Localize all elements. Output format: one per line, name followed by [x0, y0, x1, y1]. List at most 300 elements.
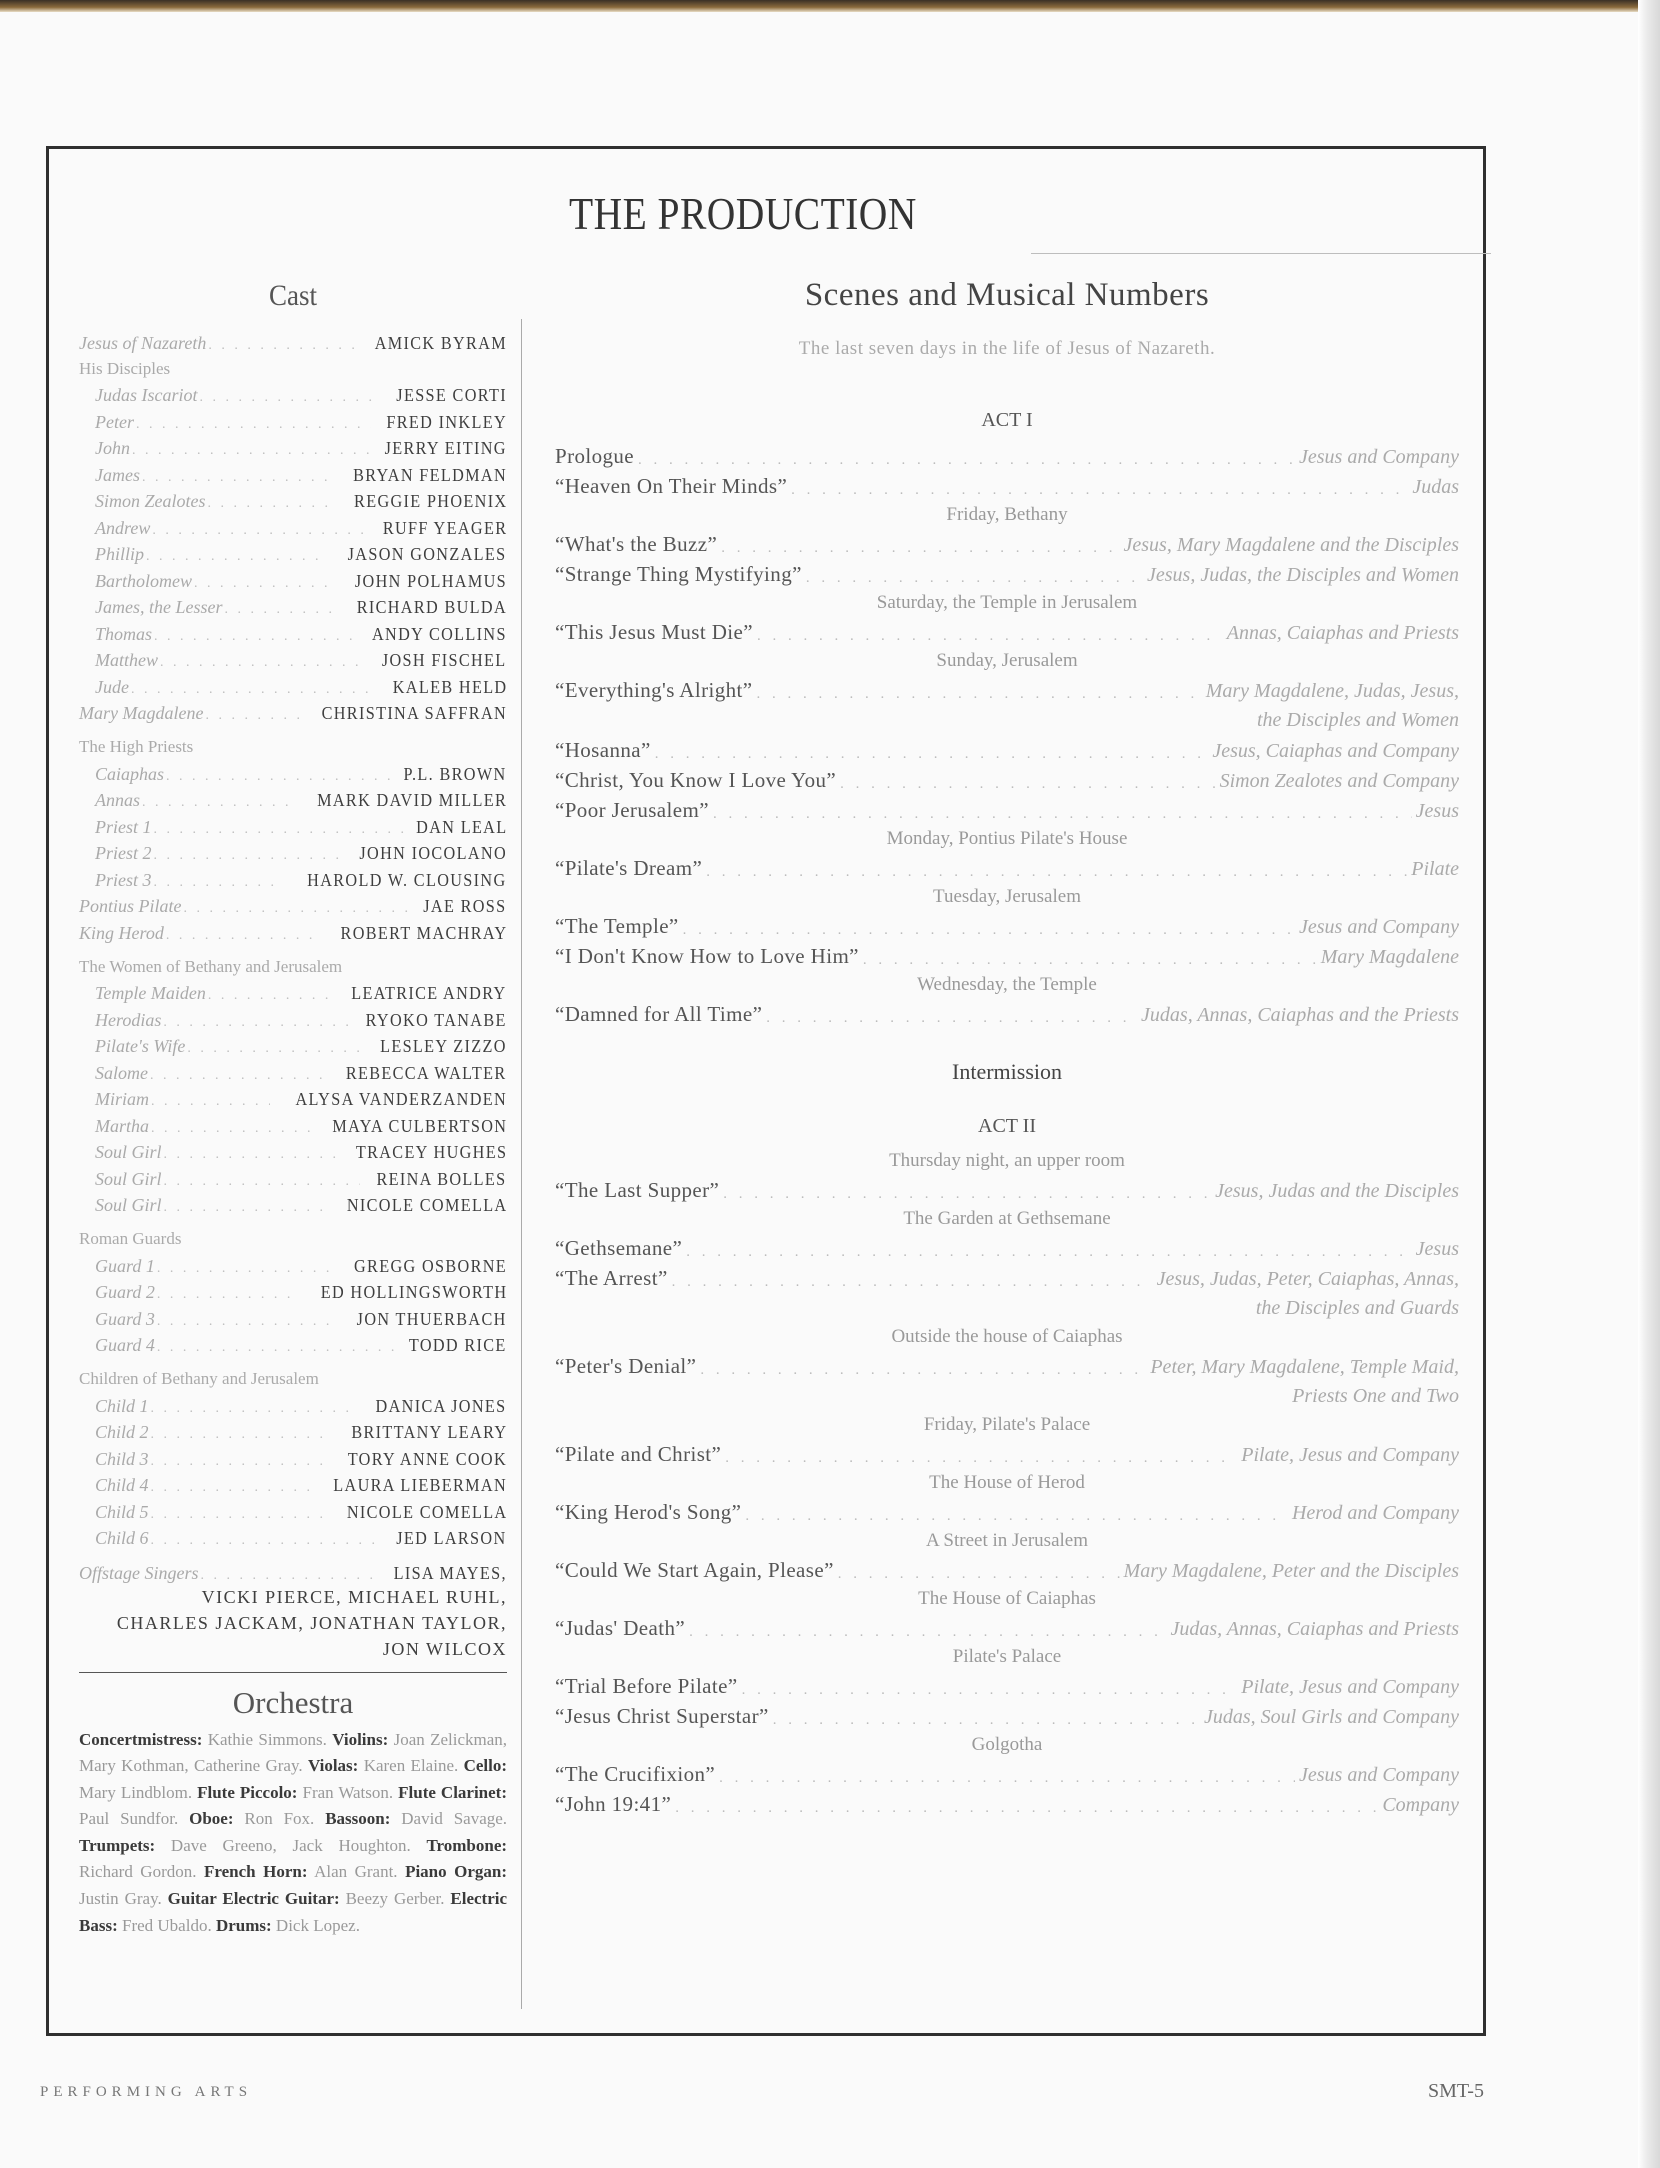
cast-role: Temple Maiden	[95, 983, 206, 1003]
orchestra-instrument: Concertmistress:	[79, 1729, 203, 1749]
musical-number	[555, 1495, 1459, 1525]
singers-line-2: VICKI PIERCE, MICHAEL RUHL,	[201, 1586, 507, 1607]
cast-actor: ROBERT MACHRAY	[340, 922, 507, 943]
cast-actor: ANDY COLLINS	[372, 623, 507, 644]
song-performers: Jesus, Judas, the Disciples and Women	[1147, 564, 1459, 586]
dot-leader	[655, 746, 1209, 763]
cast-row	[79, 565, 507, 592]
dot-leader	[157, 1261, 335, 1277]
song-performers: Simon Zealotes and Company	[1219, 770, 1459, 792]
cast-role: Child 5	[95, 1501, 149, 1522]
song-performers: Mary Magdalene, Judas, Jesus,	[1205, 680, 1459, 702]
cast-row	[79, 785, 507, 812]
cast-list	[79, 327, 507, 1662]
song-performers: Jesus	[1415, 800, 1459, 822]
orchestra-names: Fred Ubaldo.	[121, 1915, 212, 1935]
singers-role: Offstage Singers	[79, 1562, 199, 1583]
cast-role: Caiaphas	[95, 763, 165, 784]
cast-role: Herodias	[95, 1009, 162, 1030]
song-title: “Damned for All Time”	[555, 1002, 763, 1026]
scene-numbers	[555, 615, 1459, 645]
musical-number	[555, 939, 1459, 969]
orchestra-instrument: Violins:	[332, 1729, 389, 1749]
dot-leader	[745, 1508, 1288, 1525]
scene-setting: Sunday, Jerusalem	[936, 650, 1078, 671]
song-performers: Jesus, Caiaphas and Company	[1212, 740, 1459, 762]
orchestra-heading: Orchestra	[232, 1684, 354, 1720]
scene-numbers	[555, 527, 1459, 587]
orchestra-names: Beezy Gerber.	[345, 1889, 445, 1909]
song-title: “Pilate and Christ”	[555, 1442, 722, 1466]
cast-role: Mary Magdalene	[79, 703, 204, 723]
cast-row	[79, 1523, 507, 1550]
cast-actor: CHRISTINA SAFFRAN	[321, 703, 507, 723]
dot-leader	[163, 1015, 348, 1031]
orchestra-instrument: Guitar Electric Guitar:	[167, 1889, 340, 1909]
dot-leader	[194, 576, 336, 592]
dot-leader	[700, 1362, 1146, 1379]
scene-numbers	[555, 1437, 1459, 1467]
cast-row	[79, 592, 507, 619]
cast-actor: AMICK BYRAM	[374, 332, 507, 353]
title-rule	[1031, 253, 1491, 254]
scene-numbers	[555, 1173, 1459, 1203]
song-title: “What's the Buzz”	[555, 532, 718, 556]
cast-role: Judas Iscariot	[95, 385, 198, 405]
dot-leader	[208, 496, 335, 512]
cast-actor: RICHARD BULDA	[356, 597, 507, 617]
musical-number	[555, 851, 1459, 881]
cast-row	[79, 645, 507, 672]
cast-actor: REBECCA WALTER	[346, 1062, 507, 1083]
musical-number	[555, 673, 1459, 703]
cast-row	[79, 433, 507, 460]
cast-actor: ED HOLLINGSWORTH	[320, 1282, 507, 1302]
cast-role: Simon Zealotes	[95, 491, 206, 511]
scene-setting: The Garden at Gethsemane	[903, 1208, 1111, 1229]
musical-number	[555, 469, 1459, 499]
cast-row	[79, 486, 507, 513]
cast-role: Thomas	[95, 623, 153, 644]
cast-actor: JOHN IOCOLANO	[359, 843, 507, 863]
song-title: “This Jesus Must Die”	[555, 620, 753, 644]
song-performers: Jesus and Company	[1299, 916, 1459, 938]
dot-leader	[675, 1800, 1378, 1817]
cast-actor: GREGG OSBORNE	[353, 1255, 507, 1276]
cast-row	[79, 539, 507, 566]
song-performers: Jesus, Mary Magdalene and the Disciples	[1123, 534, 1459, 556]
dot-leader	[838, 1566, 1120, 1583]
cast-role: Child 4	[95, 1475, 149, 1495]
dot-leader	[683, 922, 1295, 939]
cast-row	[79, 1163, 507, 1190]
song-performers: Judas	[1412, 476, 1459, 498]
dot-leader	[164, 1147, 337, 1163]
dot-leader	[151, 1121, 311, 1137]
cast-role: Child 3	[95, 1448, 149, 1469]
orchestra-instrument: Oboe:	[189, 1809, 234, 1829]
song-performers: Jesus and Company	[1299, 446, 1459, 468]
scene-setting: Friday, Bethany	[946, 504, 1068, 525]
dot-leader	[131, 682, 378, 698]
orchestra-instrument: Flute Clarinet:	[398, 1782, 508, 1802]
cast-actor: JAE ROSS	[423, 896, 507, 916]
song-title: “The Last Supper”	[555, 1178, 720, 1202]
song-performers: Company	[1382, 1794, 1459, 1816]
song-performers: Judas, Soul Girls and Company	[1204, 1706, 1459, 1728]
cast-actor: REINA BOLLES	[376, 1168, 507, 1189]
cast-role: Priest 1	[95, 816, 152, 837]
orchestra-instrument: Bassoon:	[325, 1809, 391, 1829]
cast-role: Peter	[95, 411, 134, 432]
song-title: “The Arrest”	[555, 1266, 668, 1290]
cast-actor: DAN LEAL	[415, 816, 507, 837]
scene-numbers	[555, 1231, 1459, 1261]
dot-leader	[723, 1186, 1211, 1203]
dot-leader	[151, 1427, 332, 1443]
cast-actor: ALYSA VANDERZANDEN	[295, 1089, 507, 1109]
scene-setting: Golgotha	[971, 1734, 1043, 1755]
orchestra-list	[79, 1727, 507, 1940]
cast-actor: KALEB HELD	[392, 676, 507, 697]
cast-row	[79, 1417, 507, 1444]
scenes-heading: Scenes and Musical Numbers	[804, 277, 1210, 313]
scene-setting: A Street in Jerusalem	[926, 1530, 1088, 1551]
cast-row	[79, 1031, 507, 1058]
cast-row	[79, 698, 507, 725]
dot-leader	[164, 1200, 327, 1216]
women-list	[79, 978, 507, 1217]
cast-row	[79, 1190, 507, 1217]
singers-line-3: CHARLES JACKAM, JONATHAN TAYLOR,	[116, 1612, 507, 1633]
dot-leader	[686, 1244, 1411, 1261]
dot-leader	[151, 1454, 328, 1470]
song-performers: Jesus and Company	[1299, 1764, 1459, 1786]
orchestra-names: Dave Greeno, Jack Houghton.	[170, 1835, 411, 1855]
cast-actor: LEATRICE ANDRY	[351, 983, 507, 1003]
cast-actor: P.L. BROWN	[403, 763, 507, 784]
singers-row	[79, 1557, 507, 1584]
cast-row	[79, 917, 507, 944]
orchestra-instrument: French Horn:	[204, 1862, 308, 1882]
orchestra-names: Dick Lopez.	[275, 1915, 360, 1935]
cast-role: Annas	[95, 790, 140, 810]
cast-row	[79, 1277, 507, 1304]
dot-leader	[151, 1533, 383, 1549]
cast-row	[79, 1004, 507, 1031]
dot-leader	[200, 390, 383, 406]
scene-setting: Friday, Pilate's Palace	[923, 1414, 1091, 1435]
orchestra-names: Richard Gordon.	[79, 1862, 197, 1882]
scene-setting: Monday, Pontius Pilate's House	[886, 828, 1128, 849]
cast-actor: JOSH FISCHEL	[382, 650, 507, 670]
musical-number	[555, 909, 1459, 939]
cast-role: John	[95, 438, 130, 458]
song-title: “Trial Before Pilate”	[555, 1674, 738, 1698]
song-title: “The Temple”	[555, 914, 679, 938]
dot-leader	[142, 470, 334, 486]
cast-actor: JED LARSON	[396, 1528, 507, 1548]
musical-number	[555, 557, 1459, 587]
musical-number	[555, 439, 1459, 469]
dot-leader	[806, 570, 1143, 587]
dot-leader	[136, 417, 371, 433]
dot-leader	[689, 1624, 1166, 1641]
cast-role: Miriam	[95, 1089, 149, 1109]
song-performers: Peter, Mary Magdalene, Temple Maid,	[1150, 1356, 1459, 1378]
orchestra-names: Joan Zelickman, Mary Kothman, Catherine Gray.	[79, 1729, 508, 1776]
cast-row	[79, 512, 507, 539]
scene-setting: Tuesday, Jerusalem	[933, 886, 1081, 907]
dot-leader	[184, 901, 413, 917]
title-row	[49, 187, 1483, 247]
scene-setting: Thursday night, an upper room	[889, 1150, 1125, 1171]
musical-number	[555, 527, 1459, 557]
dot-leader	[187, 1041, 364, 1057]
cast-row	[79, 1084, 507, 1111]
song-performers: Jesus, Judas and the Disciples	[1215, 1180, 1459, 1202]
cast-heading: Cast	[268, 279, 318, 312]
cast-actor: FRED INKLEY	[386, 411, 507, 432]
scene-setting: The House of Herod	[929, 1472, 1085, 1493]
cast-actor: JON THUERBACH	[356, 1308, 507, 1329]
page-right-edge	[1638, 0, 1660, 2168]
scene-numbers	[555, 1611, 1459, 1641]
cast-actor: NICOLE COMELLA	[346, 1501, 507, 1522]
dot-leader	[157, 1287, 298, 1303]
song-performers: Judas, Annas, Caiaphas and the Priests	[1141, 1004, 1459, 1026]
song-performers: Annas, Caiaphas and Priests	[1226, 622, 1459, 644]
dot-leader	[773, 1712, 1200, 1729]
dot-leader	[151, 1480, 312, 1496]
musical-number	[555, 1349, 1459, 1379]
song-performers-continued: the Disciples and Guards	[1255, 1297, 1459, 1319]
page-top-edge	[0, 0, 1660, 12]
scenes-column	[555, 277, 1459, 1817]
disciples-list	[79, 380, 507, 698]
musical-number	[555, 733, 1459, 763]
cast-row	[79, 1250, 507, 1277]
song-title: “Jesus Christ Superstar”	[555, 1704, 769, 1728]
cast-actor: RYOKO TANABE	[365, 1009, 507, 1030]
cast-actor: HAROLD W. CLOUSING	[307, 869, 507, 890]
dot-leader	[160, 655, 366, 671]
song-title: “Poor Jerusalem”	[555, 798, 709, 822]
disciples-heading: His Disciples	[79, 358, 171, 378]
dot-leader	[840, 776, 1215, 793]
cast-row	[79, 1303, 507, 1330]
singers-line-1: LISA MAYES,	[393, 1562, 507, 1583]
song-title: Prologue	[555, 444, 635, 468]
cast-actor: MAYA CULBERTSON	[332, 1115, 507, 1136]
cast-role: Guard 1	[95, 1255, 155, 1276]
dot-leader	[638, 452, 1295, 469]
orchestra-names: Justin Gray.	[79, 1889, 162, 1909]
cast-row	[79, 671, 507, 698]
cast-role: Bartholomew	[95, 570, 192, 591]
dot-leader	[706, 864, 1407, 881]
cast-row	[79, 327, 507, 354]
orchestra-instrument: Electric Bass:	[79, 1889, 508, 1935]
dot-leader	[132, 443, 369, 459]
scene-setting: Saturday, the Temple in Jerusalem	[876, 592, 1138, 613]
cast-role: Soul Girl	[95, 1195, 162, 1215]
cast-role: Salome	[95, 1062, 148, 1083]
cast-row	[79, 1110, 507, 1137]
musical-number	[555, 1173, 1459, 1203]
song-title: “I Don't Know How to Love Him”	[555, 944, 859, 968]
dot-leader	[757, 628, 1223, 645]
act-1-label: ACT I	[981, 409, 1033, 431]
cast-role: Priest 3	[95, 869, 152, 890]
cast-row	[79, 406, 507, 433]
scene-numbers	[555, 1553, 1459, 1583]
musical-number	[555, 793, 1459, 823]
scene-setting: Outside the house of Caiaphas	[891, 1326, 1123, 1347]
song-title: “Peter's Denial”	[555, 1354, 697, 1378]
dot-leader	[224, 602, 338, 618]
musical-number	[555, 1437, 1459, 1467]
cast-role: Guard 3	[95, 1308, 155, 1329]
song-title: “John 19:41”	[555, 1792, 672, 1816]
song-title: “Could We Start Again, Please”	[555, 1558, 834, 1582]
orchestra-names: Kathie Simmons.	[207, 1729, 327, 1749]
cast-role: Child 6	[95, 1528, 149, 1548]
orchestra-instrument: Trombone:	[426, 1835, 508, 1855]
cast-row	[79, 838, 507, 865]
dot-leader	[201, 1568, 380, 1584]
cast-actor: MARK DAVID MILLER	[316, 790, 507, 810]
orchestra-names: David Savage.	[401, 1809, 508, 1829]
song-performers: Herod and Company	[1291, 1502, 1459, 1524]
cast-role: Child 1	[95, 1395, 149, 1416]
scene-numbers	[555, 1669, 1459, 1729]
cast-actor: NICOLE COMELLA	[346, 1195, 507, 1215]
dot-leader	[725, 1450, 1237, 1467]
priests-list	[79, 758, 507, 891]
children-heading: Children of Bethany and Jerusalem	[79, 1369, 319, 1388]
dot-leader	[208, 988, 333, 1004]
cast-role: Guard 2	[95, 1282, 155, 1302]
musical-number	[555, 1787, 1459, 1817]
scene-numbers	[555, 1757, 1459, 1817]
cast-actor: JERRY EITING	[384, 438, 507, 458]
scene-numbers	[555, 997, 1459, 1027]
musical-number	[555, 763, 1459, 793]
song-title: “Christ, You Know I Love You”	[555, 768, 837, 792]
cast-actor: JOHN POLHAMUS	[354, 570, 507, 591]
cast-role: King Herod	[79, 922, 164, 943]
cast-row	[79, 380, 507, 407]
cast-role: Soul Girl	[95, 1168, 162, 1189]
musical-number	[555, 1699, 1459, 1729]
orchestra-names: Mary Lindblom.	[79, 1782, 193, 1802]
orchestra-instrument: Flute Piccolo:	[197, 1782, 298, 1802]
scene-setting: The House of Caiaphas	[918, 1588, 1096, 1609]
musical-number	[555, 1669, 1459, 1699]
song-performers: Jesus, Judas, Peter, Caiaphas, Annas,	[1156, 1268, 1459, 1290]
orchestra-names: Karen Elaine.	[363, 1756, 459, 1776]
dot-leader	[152, 523, 366, 539]
cast-actor: LAURA LIEBERMAN	[333, 1475, 507, 1495]
dot-leader	[791, 482, 1408, 499]
musical-number	[555, 1757, 1459, 1787]
cast-row	[79, 1390, 507, 1417]
cast-role: Andrew	[95, 517, 151, 538]
cast-actor: BRITTANY LEARY	[350, 1422, 507, 1442]
musical-number	[555, 997, 1459, 1027]
publication-name: PERFORMING ARTS	[40, 2084, 253, 2100]
song-title: “Judas' Death”	[555, 1616, 686, 1640]
cast-row	[79, 1470, 507, 1497]
program-frame	[46, 146, 1486, 2036]
cast-row	[79, 1057, 507, 1084]
cast-actor: JASON GONZALES	[348, 544, 507, 564]
orchestra-rule	[79, 1672, 507, 1673]
cast-actor: TODD RICE	[409, 1335, 507, 1355]
cast-role: James	[95, 464, 140, 485]
dot-leader	[150, 1068, 326, 1084]
cast-actor: RUFF YEAGER	[382, 517, 507, 538]
cast-role: Soul Girl	[95, 1142, 162, 1162]
orchestra-instrument: Piano Organ:	[405, 1862, 507, 1882]
orchestra-instrument: Violas:	[307, 1756, 359, 1776]
dot-leader	[863, 952, 1317, 969]
dot-leader	[166, 769, 390, 785]
dot-leader	[742, 1682, 1238, 1699]
cast-column	[79, 279, 507, 1939]
cast-actor: LESLEY ZIZZO	[380, 1036, 507, 1056]
musical-number	[555, 1553, 1459, 1583]
cast-role: Guard 4	[95, 1335, 155, 1355]
song-title: “Everything's Alright”	[555, 678, 753, 702]
cast-role: James, the Lesser	[95, 597, 223, 617]
cast-role: Priest 2	[95, 843, 152, 863]
column-divider	[521, 319, 522, 2009]
guards-list	[79, 1250, 507, 1356]
cast-row	[79, 758, 507, 785]
dot-leader	[146, 549, 328, 565]
dot-leader	[154, 848, 342, 864]
dot-leader	[151, 1094, 270, 1110]
cast-row	[79, 1330, 507, 1357]
cast-row	[79, 864, 507, 891]
dot-leader	[154, 629, 355, 645]
cast-actor: TORY ANNE COOK	[347, 1448, 507, 1469]
dot-leader	[166, 928, 320, 944]
orchestra-names: Alan Grant.	[314, 1862, 398, 1882]
musical-number	[555, 1261, 1459, 1291]
cast-role: Child 2	[95, 1422, 149, 1442]
cast-row	[79, 978, 507, 1005]
scene-setting: Wednesday, the Temple	[917, 974, 1097, 995]
orchestra-instrument: Cello:	[463, 1756, 508, 1776]
dot-leader	[719, 1770, 1295, 1787]
song-title: “Hosanna”	[555, 738, 651, 762]
cast-actor: BRYAN FELDMAN	[353, 464, 507, 485]
scenes-subtitle: The last seven days in the life of Jesus of Nazareth.	[798, 338, 1216, 359]
song-performers: Mary Magdalene, Peter and the Disciples	[1123, 1560, 1459, 1582]
song-performers-continued: the Disciples and Women	[1256, 709, 1459, 731]
song-performers: Jesus	[1415, 1238, 1459, 1260]
cast-row	[79, 618, 507, 645]
dot-leader	[713, 806, 1412, 823]
scene-numbers	[555, 733, 1459, 823]
cast-actor: JESSE CORTI	[396, 385, 507, 405]
musical-number	[555, 1231, 1459, 1261]
orchestra-instrument: Drums:	[215, 1915, 272, 1935]
song-title: “Strange Thing Mystifying”	[555, 562, 802, 586]
